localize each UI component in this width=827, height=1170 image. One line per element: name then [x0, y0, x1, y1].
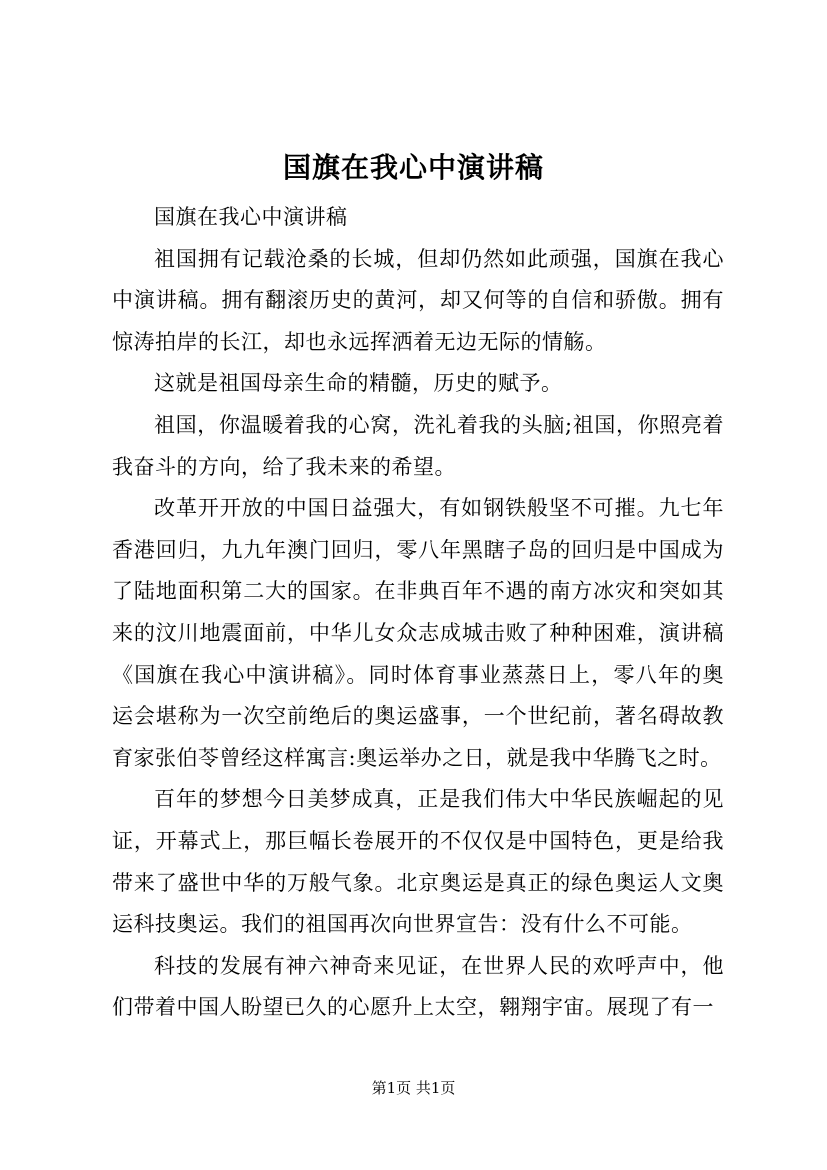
- page-footer: 第1页 共1页: [371, 1079, 456, 1097]
- paragraph: 祖国，你温暖着我的心窝，洗礼着我的头脑;祖国，你照亮着我奋斗的方向，给了我未来的希望。: [112, 412, 724, 479]
- document-body: [112, 197, 724, 1029]
- document-title: 国旗在我心中演讲稿: [282, 151, 544, 184]
- paragraph: 改革开开放的中国日益强大，有如钢铁般坚不可摧。九七年香港回归，九九年澳门回归，零八年黑瞎子岛的回归是中国成为了陆地面积第二大的国家。在非典百年不遇的南方冰灾和突如其来的汶川地震面前，中华儿女众志成城击败了种种困难，演讲稿《国旗在我心中演讲稿》。同时体育事业蒸蒸日上，零八年的奥运会堪称为一次空前绝后的奥运盛事，一个世纪前，著名碍故教育家张伯苓曾经这样寓言:奥运举办之日，就是我中华腾飞之时。: [112, 496, 724, 770]
- paragraph: 科技的发展有神六神奇来见证，在世界人民的欢呼声中，他们带着中国人盼望已久的心愿升上太空，翱翔宇宙。展现了有一: [112, 953, 724, 1020]
- paragraph: 百年的梦想今日美梦成真，正是我们伟大中华民族崛起的见证，开幕式上，那巨幅长卷展开的不仅仅是中国特色，更是给我带来了盛世中华的万般气象。北京奥运是真正的绿色奥运人文奥运科技奥运。我们的祖国再次向世界宣告：没有什么不可能。: [112, 787, 724, 937]
- paragraph: 祖国拥有记载沧桑的长城，但却仍然如此顽强，国旗在我心中演讲稿。拥有翻滚历史的黄河，却又何等的自信和骄傲。拥有惊涛拍岸的长江，却也永远挥洒着无边无际的情觞。: [112, 246, 724, 354]
- paragraph: 这就是祖国母亲生命的精髓，历史的赋予。: [154, 371, 563, 396]
- paragraph: 国旗在我心中演讲稿: [154, 205, 348, 229]
